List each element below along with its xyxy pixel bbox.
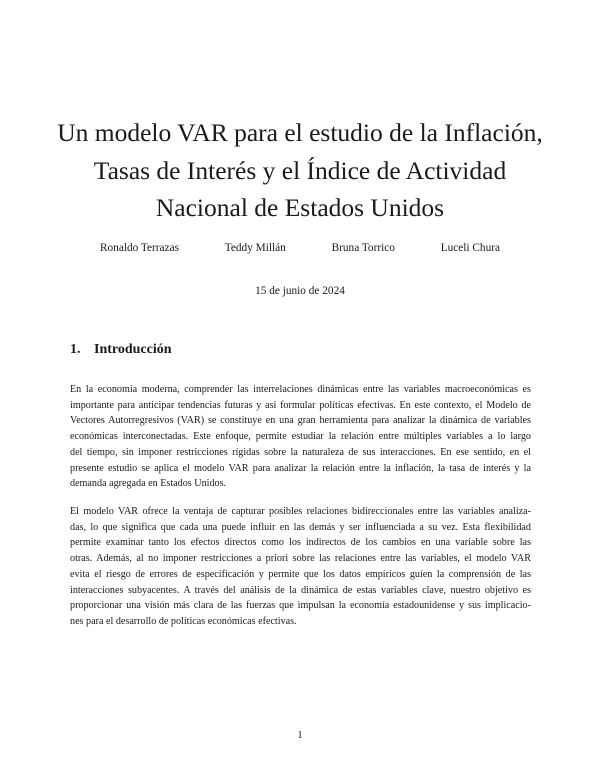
paragraph-line: importante para anticipar tendencias futuras y así formular políticas efectivas. En este contexto, el Modelo de [70,399,531,411]
paragraph-line: El modelo VAR ofrece la ventaja de capturar posibles relaciones bidireccionales entre las variables analiza- [70,506,531,517]
paragraph-line: otras. Además, al no imponer restricciones a priori sobre las relaciones entre las variables, el modelo VAR [70,553,531,565]
paper-title [40,114,560,227]
publication-date: 15 de junio de 2024 [255,285,345,297]
paragraph [70,504,531,630]
paragraph-line: En la economía moderna, comprender las interrelaciones dinámicas entre las variables macroeconómicas es [70,384,531,395]
paragraph-line: das, lo que significa que cada una puede influir en las demás y ser influenciada a su vez. Esta flexibilidad [70,521,531,533]
paragraph-line: económicas interconectadas. Este enfoque, permite estudiar la relación entre múltiples variables a lo largo [70,431,531,443]
author-list [100,242,500,254]
author-name: Ronaldo Terrazas [100,242,179,254]
title-line: Un modelo VAR para el estudio de la Inflación, [57,118,543,147]
author-name: Bruna Torrico [331,242,395,254]
paragraph-line: Vectores Autorregresivos (VAR) se constituye en una gran herramienta para analizar la dinámica de variables [70,415,531,427]
title-line: Tasas de Interés y el Índice de Actividad [93,155,507,185]
paragraph-line: interacciones subyacentes. A través del análisis de la dinámica de estas variables clave, nuestro objetivo es [70,584,531,596]
author-name: Teddy Millán [224,242,286,254]
paragraph-line: nes para el desarrollo de políticas económicas efectivas. [70,615,297,627]
section-title: Introducción [94,342,172,357]
section-heading [70,342,172,358]
paragraph-line: proporcionar una visión más clara de las fuerzas que impulsan la economía estadounidense y sus implicacio- [70,600,531,612]
paragraph-line: demanda agregada en Estados Unidos. [70,478,227,490]
paragraph [70,382,531,492]
page-number: 1 [297,730,303,741]
title-line: Nacional de Estados Unidos [155,193,445,222]
paragraph-line: evita el riesgo de errores de especificación y permite que los datos empíricos guíen la comprensión de las [70,568,531,580]
author-name: Luceli Chura [440,242,500,254]
paragraph-line: permite examinar tanto los efectos directos como los indirectos de los cambios en una variable sobre las [70,537,531,549]
paragraph-line: del tiempo, sin imponer restricciones rígidas sobre la naturaleza de sus interacciones. En ese sentido, en el [70,446,531,458]
paragraph-line: presente estudio se aplica el modelo VAR para analizar la relación entre la inflación, la tasa de interés y la [70,462,531,474]
section-number: 1. [70,342,81,357]
